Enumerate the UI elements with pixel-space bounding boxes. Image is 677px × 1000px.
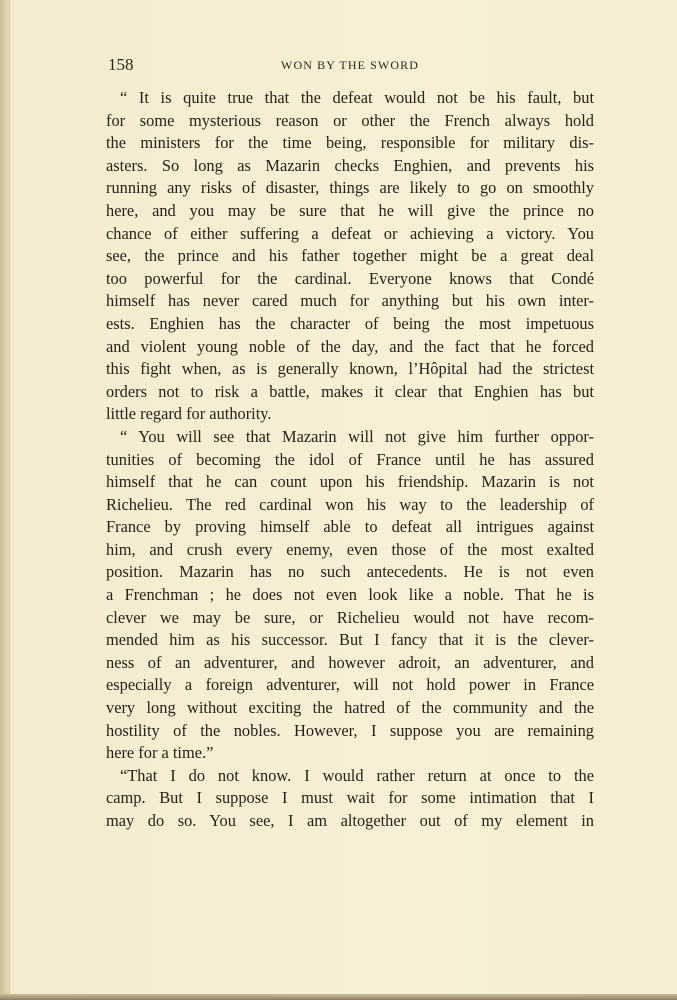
text-line: too powerful for the cardinal. Everyone knows that Condé <box>106 268 594 288</box>
text-line: for some mysterious reason or other the French always hold <box>106 110 594 130</box>
text-line: mended him as his successor. But I fancy that it is the clever- <box>106 630 594 650</box>
text-line: ness of an adventurer, and however adroit, an adventurer, and <box>106 652 594 672</box>
text-line: the ministers for the time being, responsible for military dis- <box>106 133 594 153</box>
text-line: France by proving himself able to defeat all intrigues against <box>106 517 594 537</box>
text-line: here for a time.” <box>106 743 214 763</box>
text-line: this fight when, as is generally known, l’Hôpital had the strictest <box>106 359 594 379</box>
running-head: WON BY THE SWORD <box>281 58 419 72</box>
text-line: Richelieu. The red cardinal won his way to the leadership of <box>106 494 594 514</box>
page-header <box>106 55 594 77</box>
text-line: little regard for authority. <box>106 404 272 424</box>
text-line: himself has never cared much for anything but his own inter- <box>106 291 594 311</box>
text-line: camp. But I suppose I must wait for some intimation that I <box>106 788 594 808</box>
text-line: may do so. You see, I am altogether out of my element in <box>106 811 594 830</box>
text-line: hostility of the nobles. However, I suppose you are remaining <box>106 720 594 740</box>
page-number: 158 <box>108 55 134 74</box>
text-line: very long without exciting the hatred of the community and the <box>106 698 594 718</box>
text-line: ests. Enghien has the character of being the most impetuous <box>106 313 594 333</box>
text-line: “ You will see that Mazarin will not give him further oppor- <box>120 426 594 446</box>
text-line: “ It is quite true that the defeat would not be his fault, but <box>120 88 594 107</box>
text-line: him, and crush every enemy, even those of the most exalted <box>106 539 594 559</box>
text-line: chance of either suffering a defeat or achieving a victory. You <box>106 223 594 243</box>
text-line: “That I do not know. I would rather return at once to the <box>120 765 594 785</box>
text-line: tunities of becoming the idol of France until he has assured <box>106 449 594 469</box>
page-bottom-edge <box>0 994 677 1000</box>
text-line: especially a foreign adventurer, will not hold power in France <box>106 675 594 695</box>
text-line: asters. So long as Mazarin checks Enghien, and prevents his <box>106 155 594 175</box>
text-line: a Frenchman ; he does not even look like a noble. That he is <box>106 585 594 605</box>
text-line: position. Mazarin has no such antecedents. He is not even <box>106 562 594 582</box>
text-line: clever we may be sure, or Richelieu would not have recom- <box>106 607 594 627</box>
text-line: running any risks of disaster, things are likely to go on smoothly <box>106 178 594 198</box>
text-line: orders not to risk a battle, makes it clear that Enghien has but <box>106 381 594 401</box>
text-line: here, and you may be sure that he will give the prince no <box>106 200 594 220</box>
text-line: and violent young noble of the day, and the fact that he forced <box>106 336 594 356</box>
binding-gutter <box>0 0 10 1000</box>
body-text <box>106 87 594 833</box>
text-line: himself that he can count upon his friendship. Mazarin is not <box>106 472 594 492</box>
text-line: see, the prince and his father together might be a great deal <box>106 246 594 266</box>
